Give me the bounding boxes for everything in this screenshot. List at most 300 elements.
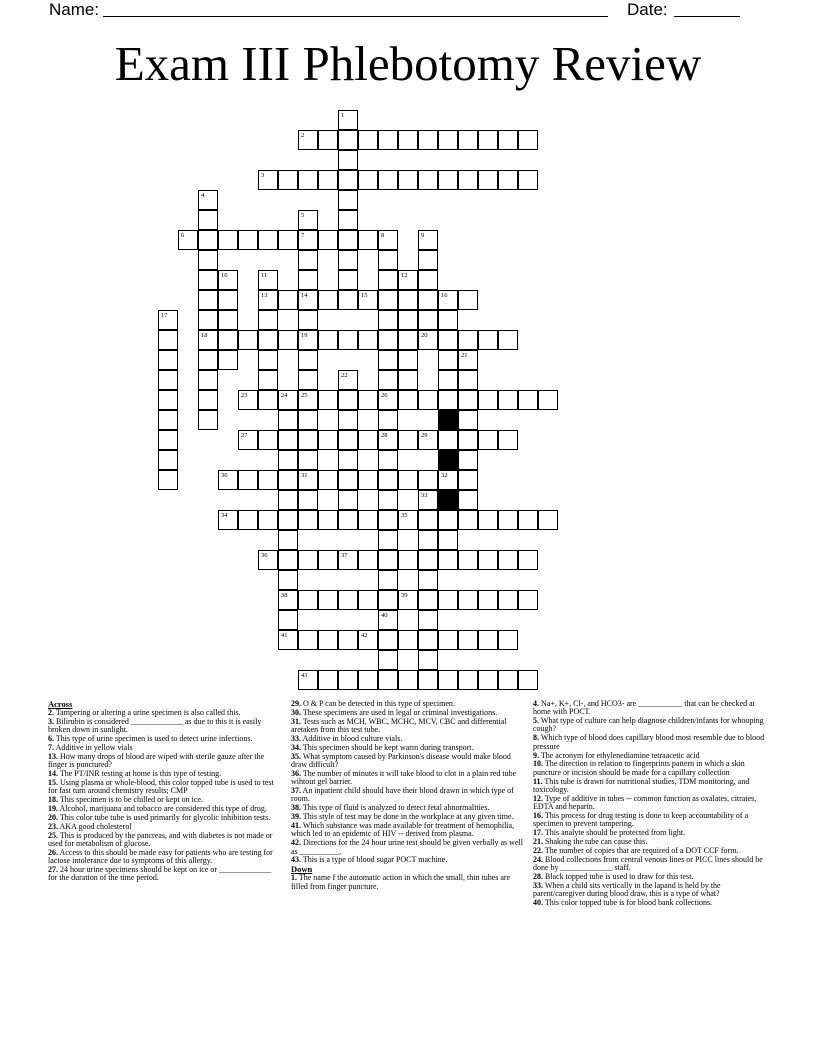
clue-number: 31 — [301, 472, 308, 479]
grid-cell[interactable] — [278, 530, 298, 550]
clue-number: 19 — [301, 332, 308, 339]
grid-cell[interactable] — [458, 490, 478, 510]
grid-cell[interactable] — [398, 170, 418, 190]
grid-cell[interactable] — [278, 290, 298, 310]
grid-cell[interactable] — [318, 430, 338, 450]
grid-cell[interactable] — [418, 130, 438, 150]
grid-cell[interactable] — [338, 230, 358, 250]
grid-cell[interactable] — [318, 170, 338, 190]
grid-cell[interactable] — [458, 170, 478, 190]
grid-cell[interactable] — [458, 130, 478, 150]
grid-cell[interactable] — [258, 330, 278, 350]
grid-cell[interactable] — [498, 550, 518, 570]
grid-cell[interactable] — [278, 470, 298, 490]
grid-cell[interactable] — [238, 390, 258, 410]
grid-cell[interactable] — [518, 170, 538, 190]
grid-cell[interactable] — [298, 550, 318, 570]
grid-cell[interactable] — [278, 510, 298, 530]
grid-cell[interactable] — [298, 330, 318, 350]
grid-cell[interactable] — [438, 130, 458, 150]
grid-cell[interactable] — [418, 250, 438, 270]
grid-cell[interactable] — [338, 130, 358, 150]
grid-cell[interactable] — [398, 510, 418, 530]
grid-cell[interactable] — [258, 470, 278, 490]
grid-cell[interactable] — [318, 390, 338, 410]
grid-cell[interactable] — [238, 470, 258, 490]
grid-cell[interactable] — [338, 550, 358, 570]
grid-cell[interactable] — [278, 390, 298, 410]
grid-cell[interactable] — [458, 590, 478, 610]
grid-cell[interactable] — [418, 490, 438, 510]
grid-cell[interactable] — [438, 430, 458, 450]
grid-cell[interactable] — [438, 510, 458, 530]
grid-cell[interactable] — [338, 210, 358, 230]
grid-cell[interactable] — [478, 550, 498, 570]
grid-cell[interactable] — [298, 270, 318, 290]
clue-number: 39 — [401, 592, 408, 599]
grid-cell[interactable] — [378, 470, 398, 490]
grid-cell[interactable] — [318, 330, 338, 350]
grid-cell[interactable] — [378, 230, 398, 250]
grid-cell[interactable] — [418, 530, 438, 550]
grid-cell[interactable] — [438, 590, 458, 610]
clue-number: 17 — [161, 312, 168, 319]
grid-cell[interactable] — [338, 470, 358, 490]
down-clue-list-continued — [533, 700, 765, 907]
grid-cell[interactable] — [278, 170, 298, 190]
grid-cell[interactable] — [418, 590, 438, 610]
clue-number: 34 — [221, 512, 228, 519]
grid-cell[interactable] — [398, 670, 418, 690]
grid-cell[interactable] — [458, 470, 478, 490]
grid-cell[interactable] — [458, 330, 478, 350]
grid-cell[interactable] — [378, 250, 398, 270]
clue-number: 12 — [401, 272, 408, 279]
clue-text: The number of copies that are required of a DOT CCF form. — [543, 845, 739, 855]
grid-cell[interactable] — [258, 310, 278, 330]
grid-cell[interactable] — [378, 270, 398, 290]
grid-cell[interactable] — [338, 170, 358, 190]
grid-cell[interactable] — [278, 490, 298, 510]
grid-cell[interactable] — [458, 510, 478, 530]
grid-cell[interactable] — [338, 510, 358, 530]
grid-cell[interactable] — [258, 350, 278, 370]
clue — [533, 717, 765, 734]
grid-cell[interactable] — [258, 550, 278, 570]
clue-number: 1 — [341, 112, 345, 119]
grid-cell[interactable] — [498, 170, 518, 190]
grid-cell[interactable] — [418, 650, 438, 670]
grid-cell[interactable] — [198, 310, 218, 330]
grid-cell[interactable] — [498, 670, 518, 690]
down-heading: Down — [291, 864, 313, 875]
grid-cell[interactable] — [258, 230, 278, 250]
clue — [48, 718, 280, 735]
grid-cell[interactable] — [438, 630, 458, 650]
grid-cell[interactable] — [278, 410, 298, 430]
grid-cell[interactable] — [398, 590, 418, 610]
grid-cell[interactable] — [338, 450, 358, 470]
grid-cell[interactable] — [238, 430, 258, 450]
grid-cell[interactable] — [478, 390, 498, 410]
grid-cell[interactable] — [438, 310, 458, 330]
grid-cell[interactable] — [258, 170, 278, 190]
grid-cell[interactable] — [218, 290, 238, 310]
grid-cell[interactable] — [318, 470, 338, 490]
grid-cell[interactable] — [458, 390, 478, 410]
clue-text: AKA good cholesterol — [58, 821, 132, 831]
grid-cell[interactable] — [458, 290, 478, 310]
grid-cell[interactable] — [418, 170, 438, 190]
grid-cell[interactable] — [278, 550, 298, 570]
grid-cell[interactable] — [298, 450, 318, 470]
grid-cell[interactable] — [338, 370, 358, 390]
grid-cell[interactable] — [298, 470, 318, 490]
grid-cell[interactable] — [418, 470, 438, 490]
clue-text: Bilirubin is considered _____________ as due to this it is easily broken down in sunlight. — [48, 716, 262, 735]
clue-text: Black topped tube is used to draw for this test. — [543, 872, 694, 882]
grid-cell[interactable] — [358, 230, 378, 250]
grid-cell[interactable] — [498, 590, 518, 610]
grid-cell[interactable] — [338, 110, 358, 130]
clue-text: Access to this should be made easy for patients who are testing for lactose intolerance due to symptoms of this allergy. — [48, 847, 273, 866]
grid-cell[interactable] — [438, 390, 458, 410]
clue-text: The PT/INR testing at home is this type of testing. — [58, 769, 222, 779]
grid-cell[interactable] — [458, 450, 478, 470]
grid-cell[interactable] — [398, 270, 418, 290]
grid-cell[interactable] — [338, 390, 358, 410]
grid-cell[interactable] — [398, 430, 418, 450]
grid-cell[interactable] — [238, 230, 258, 250]
grid-cell[interactable] — [338, 150, 358, 170]
clue-number: 26 — [381, 392, 388, 399]
grid-cell[interactable] — [418, 310, 438, 330]
grid-cell[interactable] — [298, 230, 318, 250]
grid-cell[interactable] — [398, 470, 418, 490]
grid-cell[interactable] — [398, 130, 418, 150]
grid-cell[interactable] — [518, 390, 538, 410]
grid-cell[interactable] — [298, 490, 318, 510]
grid-cell[interactable] — [358, 330, 378, 350]
grid-cell[interactable] — [418, 390, 438, 410]
grid-cell[interactable] — [158, 350, 178, 370]
grid-cell[interactable] — [218, 350, 238, 370]
grid-cell[interactable] — [358, 550, 378, 570]
grid-cell[interactable] — [498, 330, 518, 350]
clue-number-label: 5. — [533, 716, 539, 726]
grid-cell[interactable] — [458, 410, 478, 430]
grid-cell[interactable] — [438, 370, 458, 390]
grid-cell[interactable] — [418, 230, 438, 250]
grid-cell[interactable] — [478, 170, 498, 190]
grid-cell[interactable] — [278, 570, 298, 590]
grid-cell[interactable] — [518, 590, 538, 610]
grid-cell[interactable] — [438, 470, 458, 490]
grid-cell[interactable] — [258, 510, 278, 530]
grid-cell[interactable] — [378, 530, 398, 550]
grid-cell[interactable] — [538, 390, 558, 410]
grid-cell[interactable] — [298, 370, 318, 390]
grid-cell[interactable] — [378, 490, 398, 510]
grid-cell[interactable] — [338, 630, 358, 650]
grid-cell[interactable] — [358, 170, 378, 190]
grid-cell[interactable] — [278, 330, 298, 350]
grid-cell[interactable] — [398, 290, 418, 310]
grid-cell[interactable] — [218, 330, 238, 350]
grid-cell[interactable] — [318, 130, 338, 150]
grid-cell[interactable] — [398, 370, 418, 390]
grid-cell[interactable] — [478, 130, 498, 150]
grid-cell[interactable] — [358, 390, 378, 410]
grid-cell[interactable] — [438, 550, 458, 570]
grid-cell[interactable] — [398, 350, 418, 370]
clue-number: 10 — [221, 272, 228, 279]
grid-cell[interactable] — [498, 510, 518, 530]
grid-cell[interactable] — [518, 510, 538, 530]
clue-number-label: 43. — [291, 855, 301, 865]
grid-cell[interactable] — [418, 430, 438, 450]
grid-cell[interactable] — [518, 130, 538, 150]
grid-cell[interactable] — [258, 290, 278, 310]
grid-cell[interactable] — [198, 410, 218, 430]
grid-cell[interactable] — [198, 230, 218, 250]
grid-cell[interactable] — [198, 210, 218, 230]
grid-cell[interactable] — [298, 510, 318, 530]
grid-cell[interactable] — [438, 330, 458, 350]
grid-cell[interactable] — [158, 390, 178, 410]
grid-cell[interactable] — [358, 470, 378, 490]
across-heading: Across — [48, 699, 73, 709]
grid-cell[interactable] — [338, 670, 358, 690]
grid-cell[interactable] — [418, 570, 438, 590]
clue — [533, 700, 765, 717]
grid-cell[interactable] — [298, 390, 318, 410]
grid-cell[interactable] — [418, 270, 438, 290]
grid-cell[interactable] — [158, 370, 178, 390]
clue — [291, 856, 523, 864]
grid-cell[interactable] — [498, 430, 518, 450]
clue — [533, 734, 765, 751]
grid-cell[interactable] — [418, 670, 438, 690]
grid-cell[interactable] — [278, 430, 298, 450]
grid-cell[interactable] — [218, 270, 238, 290]
grid-cell[interactable] — [318, 510, 338, 530]
grid-cell[interactable] — [398, 330, 418, 350]
grid-cell[interactable] — [258, 390, 278, 410]
grid-cell[interactable] — [378, 130, 398, 150]
grid-cell[interactable] — [438, 350, 458, 370]
grid-cell[interactable] — [358, 510, 378, 530]
clue — [48, 779, 280, 796]
grid-cell[interactable] — [198, 250, 218, 270]
grid-cell[interactable] — [298, 170, 318, 190]
grid-cell[interactable] — [338, 250, 358, 270]
grid-cell[interactable] — [198, 290, 218, 310]
grid-cell[interactable] — [258, 430, 278, 450]
grid-cell[interactable] — [298, 310, 318, 330]
grid-cell[interactable] — [378, 170, 398, 190]
grid-cell[interactable] — [238, 510, 258, 530]
grid-cell[interactable] — [278, 630, 298, 650]
grid-cell[interactable] — [418, 630, 438, 650]
grid-cell[interactable] — [358, 290, 378, 310]
grid-cell[interactable] — [378, 670, 398, 690]
grid-cell[interactable] — [418, 290, 438, 310]
grid-cell[interactable] — [418, 610, 438, 630]
grid-cell[interactable] — [338, 330, 358, 350]
grid-cell[interactable] — [358, 670, 378, 690]
grid-cell[interactable] — [498, 390, 518, 410]
grid-cell[interactable] — [438, 530, 458, 550]
clue-text: O & P can be detected in this type of specimen. — [301, 699, 455, 708]
grid-cell[interactable] — [338, 270, 358, 290]
grid-cell[interactable] — [478, 630, 498, 650]
grid-cell[interactable] — [378, 630, 398, 650]
grid-cell[interactable] — [298, 130, 318, 150]
grid-cell[interactable] — [478, 330, 498, 350]
grid-cell[interactable] — [478, 590, 498, 610]
grid-cell[interactable] — [458, 370, 478, 390]
grid-cell[interactable] — [158, 430, 178, 450]
grid-cell[interactable] — [478, 510, 498, 530]
grid-cell[interactable] — [338, 590, 358, 610]
grid-cell[interactable] — [458, 350, 478, 370]
clue — [291, 718, 523, 735]
grid-cell[interactable] — [318, 290, 338, 310]
grid-cell[interactable] — [278, 450, 298, 470]
grid-cell[interactable] — [338, 410, 358, 430]
grid-cell[interactable] — [278, 590, 298, 610]
grid-cell[interactable] — [418, 330, 438, 350]
grid-cell[interactable] — [238, 330, 258, 350]
grid-cell[interactable] — [158, 330, 178, 350]
grid-cell[interactable] — [398, 390, 418, 410]
grid-cell[interactable] — [378, 310, 398, 330]
grid-cell[interactable] — [298, 630, 318, 650]
grid-cell[interactable] — [358, 130, 378, 150]
grid-cell[interactable] — [358, 630, 378, 650]
grid-cell[interactable] — [298, 250, 318, 270]
grid-cell[interactable] — [218, 310, 238, 330]
grid-cell[interactable] — [518, 550, 538, 570]
grid-cell[interactable] — [298, 290, 318, 310]
grid-cell[interactable] — [378, 290, 398, 310]
grid-cell[interactable] — [198, 190, 218, 210]
grid-cell[interactable] — [358, 590, 378, 610]
clue-number-label: 13. — [48, 751, 58, 761]
grid-cell[interactable] — [398, 310, 418, 330]
grid-cell[interactable] — [198, 370, 218, 390]
grid-cell[interactable] — [378, 550, 398, 570]
grid-cell[interactable] — [398, 550, 418, 570]
grid-cell[interactable] — [298, 350, 318, 370]
grid-cell[interactable] — [198, 390, 218, 410]
grid-cell[interactable] — [378, 370, 398, 390]
grid-cell[interactable] — [438, 170, 458, 190]
clue-number-label: 40. — [533, 898, 543, 908]
grid-cell[interactable] — [518, 670, 538, 690]
grid-cell[interactable] — [158, 410, 178, 430]
grid-cell[interactable] — [298, 410, 318, 430]
grid-cell[interactable] — [198, 350, 218, 370]
grid-cell[interactable] — [458, 550, 478, 570]
grid-cell[interactable] — [458, 670, 478, 690]
grid-cell[interactable] — [338, 190, 358, 210]
grid-cell[interactable] — [378, 330, 398, 350]
grid-cell[interactable] — [378, 390, 398, 410]
clue — [533, 760, 765, 777]
grid-cell[interactable] — [378, 410, 398, 430]
grid-cell[interactable] — [298, 590, 318, 610]
clue — [48, 753, 280, 770]
grid-cell[interactable] — [178, 230, 198, 250]
grid-cell[interactable] — [158, 450, 178, 470]
grid-cell[interactable] — [338, 430, 358, 450]
clue-number-label: 39. — [291, 812, 301, 822]
grid-cell[interactable] — [278, 230, 298, 250]
grid-cell[interactable] — [258, 370, 278, 390]
grid-cell[interactable] — [458, 430, 478, 450]
grid-cell[interactable] — [378, 590, 398, 610]
grid-cell[interactable] — [438, 290, 458, 310]
grid-cell[interactable] — [298, 670, 318, 690]
grid-cell[interactable] — [278, 610, 298, 630]
grid-cell[interactable] — [318, 230, 338, 250]
grid-cell[interactable] — [338, 290, 358, 310]
grid-cell[interactable] — [378, 510, 398, 530]
clue-text: This is a type of blood sugar POCT machine. — [301, 855, 448, 865]
grid-cell[interactable] — [498, 130, 518, 150]
grid-cell[interactable] — [378, 430, 398, 450]
grid-cell[interactable] — [258, 270, 278, 290]
grid-cell[interactable] — [498, 630, 518, 650]
clue-number-label: 31. — [291, 716, 301, 726]
grid-cell[interactable] — [158, 310, 178, 330]
clue — [533, 812, 765, 829]
grid-cell[interactable] — [378, 450, 398, 470]
grid-cell[interactable] — [318, 630, 338, 650]
grid-cell[interactable] — [418, 510, 438, 530]
grid-cell[interactable] — [378, 610, 398, 630]
black-square — [438, 490, 458, 510]
grid-cell[interactable] — [398, 630, 418, 650]
clue-number: 23 — [241, 392, 248, 399]
grid-cell[interactable] — [338, 490, 358, 510]
grid-cell[interactable] — [318, 550, 338, 570]
grid-cell[interactable] — [478, 430, 498, 450]
grid-cell[interactable] — [458, 630, 478, 650]
grid-cell[interactable] — [378, 570, 398, 590]
grid-cell[interactable] — [318, 590, 338, 610]
grid-cell[interactable] — [538, 510, 558, 530]
grid-cell[interactable] — [198, 330, 218, 350]
grid-cell[interactable] — [198, 270, 218, 290]
grid-cell[interactable] — [298, 430, 318, 450]
grid-cell[interactable] — [218, 510, 238, 530]
grid-cell[interactable] — [418, 550, 438, 570]
grid-cell[interactable] — [218, 230, 238, 250]
grid-cell[interactable] — [378, 350, 398, 370]
grid-cell[interactable] — [478, 670, 498, 690]
grid-cell[interactable] — [438, 670, 458, 690]
grid-cell[interactable] — [378, 650, 398, 670]
grid-cell[interactable] — [158, 470, 178, 490]
grid-cell[interactable] — [318, 670, 338, 690]
clue — [48, 849, 280, 866]
grid-cell[interactable] — [218, 470, 238, 490]
grid-cell[interactable] — [358, 430, 378, 450]
grid-cell[interactable] — [298, 210, 318, 230]
